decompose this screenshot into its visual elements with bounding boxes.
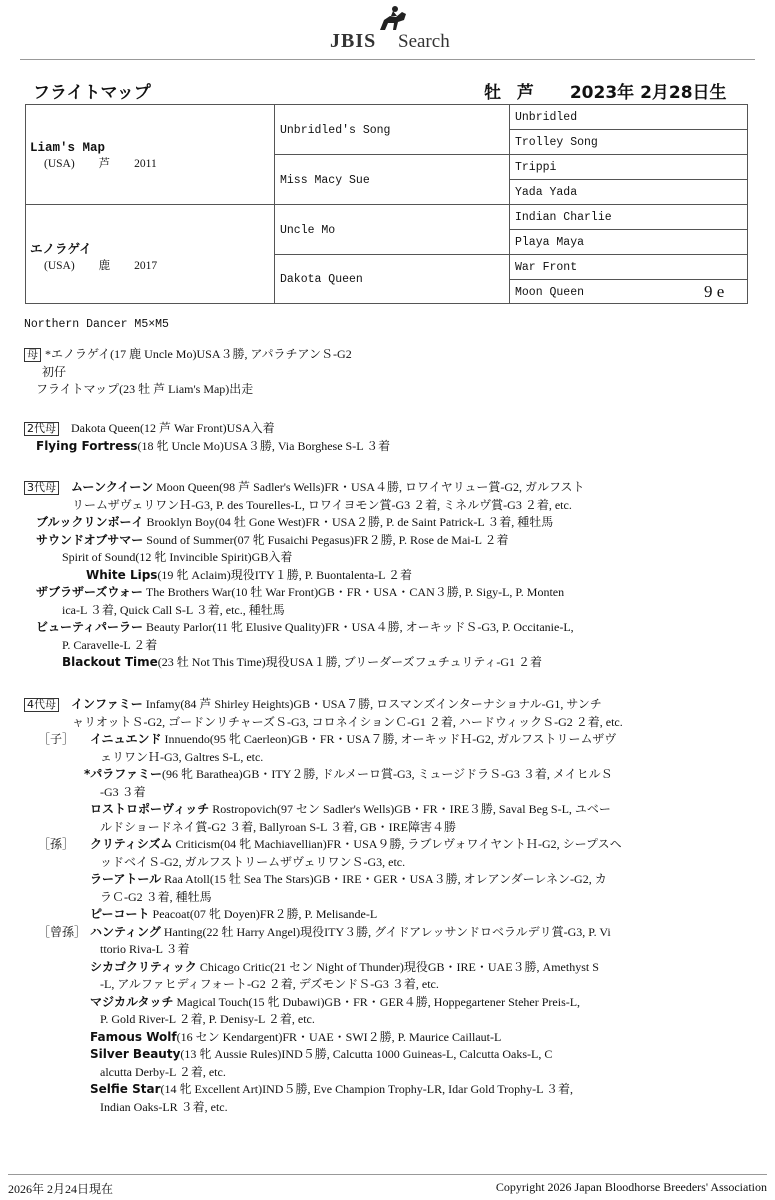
offspring-parafamy[interactable]: *パラファミー xyxy=(84,767,163,781)
dam4-name[interactable]: インファミー xyxy=(71,697,143,711)
dam3-tag: 3代母 xyxy=(24,481,59,495)
header-divider xyxy=(20,59,755,60)
pedigree-gen3-4[interactable]: Yada Yada xyxy=(509,179,748,205)
horse-sex: 牡 xyxy=(484,83,501,103)
horse-profile-summary xyxy=(484,78,737,103)
pedigree-gen3-2[interactable]: Trolley Song xyxy=(509,129,748,155)
pedigree-dam-dam[interactable]: Dakota Queen xyxy=(274,254,510,304)
horse-rider-icon xyxy=(376,4,410,32)
label-children: ［子］ xyxy=(38,732,75,746)
label-great-grandchildren: ［曾孫］ xyxy=(38,924,87,939)
offspring-the-brothers-war[interactable]: ザブラザーズウォー xyxy=(36,585,143,599)
copyright: Copyright 2026 Japan Bloodhorse Breeders' Association xyxy=(495,1180,767,1194)
dam3-section: 3代母 ムーンクイーン Moon Queen(98 芦 Sadler's Wells)FR・USA４勝, ロワイヤリュー賞-G2, ガルフスト リームザヴェリワンＨ-G3, P. des Tourelles-L, ロワイヨモン賞-G3 ２着, ミネルヴ賞-G3 ２着, etc. ブルックリンボーイ Brooklyn Boy(04 牡 Gone West)FR・USA２勝, P. de Saint Patrick-L ３着, 種牡馬 サウンドオブサマー Sound of Summer(07 牝 Fusaichi Pegasus)FR２勝, P. Rose de Mai-L ２着 Spirit of Sound(12 牝 Invincible Spirit)GB入着 White Lips(19 牝 Aclaim)現役ITY１勝, P. Buontalenta-L ２着 ザブラザーズウォー The Brothers War(10 牡 War Front)GB・FR・USA・CAN３勝, P. Sigy-L, P. Monten ica-L ３着, Quick Call S-L ３着, etc., 種牡馬 ビューティパーラー Beauty Parlor(11 牝 Elusive Quality)FR・USA４勝, オーキッドＳ-G3, P. Occitanie-L, P. Caravelle-L ２着 Blackout Time(23 牡 Not This Time)現役USA１勝, ブリーダーズフュチュリティ-G1 ２着 xyxy=(24,479,724,672)
pedigree-gen3-6[interactable]: Playa Maya xyxy=(509,229,748,255)
dam2-offspring-record: (18 牝 Uncle Mo)USA３勝, Via Borghese S-L ３着 xyxy=(137,438,391,453)
offspring-hanting[interactable]: ハンティング xyxy=(90,924,161,939)
horse-name-title: フライトマップ xyxy=(33,83,151,103)
dam1-note: 初仔 xyxy=(42,364,67,379)
pedigree-gen3-5[interactable]: Indian Charlie xyxy=(509,204,748,230)
logo-text-jbis: JBIS xyxy=(330,30,377,52)
sire-name: Liam's Map xyxy=(30,141,106,155)
offspring-silver-beauty[interactable]: Silver Beauty xyxy=(90,1047,181,1061)
family-number: 9 e xyxy=(704,282,725,301)
dam1-section xyxy=(24,346,724,399)
dam3-name[interactable]: ムーンクイーン xyxy=(71,480,154,494)
offspring-chicago-critic[interactable]: シカゴクリティック xyxy=(90,959,197,974)
dam-name: エノラゲイ xyxy=(30,241,92,256)
offspring-spirit-of-sound[interactable]: Spirit of Sound(12 牝 Invincible Spirit)GB入着 xyxy=(62,550,293,564)
dam2-offspring-name[interactable]: Flying Fortress xyxy=(36,438,138,453)
label-grandchildren: ［孫］ xyxy=(38,837,75,851)
pedigree-gen3-8[interactable]: Moon Queen xyxy=(509,279,748,304)
offspring-brooklyn-boy[interactable]: ブルックリンボーイ xyxy=(36,515,144,529)
offspring-white-lips[interactable]: White Lips xyxy=(86,567,158,582)
offspring-famous-wolf[interactable]: Famous Wolf xyxy=(90,1029,177,1044)
pedigree-gen3-3[interactable]: Trippi xyxy=(509,154,748,180)
offspring-raa-atoll[interactable]: ラーアトール xyxy=(90,872,162,886)
as-of-date: 2026年 2月24日現在 xyxy=(8,1182,114,1196)
horse-birthdate: 2023年 2月28日生 xyxy=(569,83,727,103)
offspring-rostropovich[interactable]: ロストロポーヴィッチ xyxy=(90,802,210,816)
dam4-section: 4代母 インファミー Infamy(84 芦 Shirley Heights)GB・USA７勝, ロスマンズインターナショナル-G1, サンチ ャリオットＳ-G2, ゴードンリチャーズＳ-G3, コロネイションＣ-G1 ２着, ハードウィックＳ-G2 ２着, etc. ［子］ イニュエンド Innuendo(95 牝 Caerleon)GB・FR・USA７勝, オーキッドＨ-G2, ガルフストリームザヴ ェリワンＨ-G3, Galtres S-L, etc. *パラファミー(96 牝 Barathea)GB・ITY２勝, ドルメーロ賞-G3, ミュージドラＳ-G3 ３着, メイヒルＳ -G3 ３着 ロストロポーヴィッチ Rostropovich(97 セン Sadler's Wells)GB・FR・IRE３勝, Saval Beg S-L, ユベー ルドショードネイ賞-G2 ３着, Ballyroan S-L ３着, GB・IRE障害４勝 ［孫］ クリティシズム Criticism(04 牝 Machiavellian)FR・USA９勝, ラブレヴォワイヤントＨ-G2, シープスヘ ッドベイＳ-G2, ガルフストリームザヴェリワンＳ-G3, etc. ラーアトール Raa Atoll(15 牡 Sea The Stars)GB・IRE・GER・USA３勝, オレアンダーレネン-G2, カ ラＣ-G2 ３着, 種牡馬 ピーコート Peacoat(07 牝 Doyen)FR２勝, P. Melisande-L ［曾孫］ ハンティング Hanting(22 牡 Harry Angel)現役ITY３勝, グイドアレッサンドロベラルデリ賞-G3, P. Vi ttorio Riva-L ３着 シカゴクリティック Chicago Critic(21 セン Night of Thunder)現役GB・IRE・UAE３勝, Amethyst S -L, アルファヒディフォート-G2 ２着, デズモンドＳ-G3 ３着, etc. マジカルタッチ Magical Touch(15 牝 Dubawi)GB・FR・GER４勝, Hoppegartener Steher Preis-L, P. Gold River-L ２着, P. Denisy-L ２着, etc. Famous Wolf(16 セン Kendargent)FR・UAE・SWI２勝, P. Maurice Caillaut-L Silver Beauty(13 牝 Aussie Rules)IND５勝, Calcutta 1000 Guineas-L, Calcutta Oaks-L, C alcutta Derby-L ２着, etc. Selfie Star(14 牝 Excellent Art)IND５勝, Eve Champion Trophy-LR, Idar Gold Trophy-L ３着, Indian Oaks-LR ３着, etc. xyxy=(24,696,724,1116)
pedigree-table xyxy=(25,104,748,304)
sire-cell[interactable] xyxy=(25,104,275,205)
dam-cell[interactable] xyxy=(25,204,275,304)
offspring-sound-of-summer[interactable]: サウンドオブサマー xyxy=(36,532,144,547)
offspring-magical-touch[interactable]: マジカルタッチ xyxy=(90,994,174,1009)
dam4-tag: 4代母 xyxy=(24,698,59,712)
offspring-selfie-star[interactable]: Selfie Star xyxy=(90,1082,161,1096)
sire-details: (USA) 芦 2011 xyxy=(44,158,157,170)
dam2-tag: 2代母 xyxy=(24,422,59,436)
dam2-line[interactable]: Dakota Queen(12 芦 War Front)USA入着 xyxy=(71,421,275,435)
logo-text-search: Search xyxy=(398,31,450,52)
inbreeding-info: Northern Dancer M5×M5 xyxy=(24,318,169,331)
pedigree-dam-sire[interactable]: Uncle Mo xyxy=(274,204,510,255)
footer-divider xyxy=(8,1174,767,1175)
pedigree-gen3-7[interactable]: War Front xyxy=(509,254,748,280)
dam2-section xyxy=(24,420,724,455)
dam1-line[interactable]: *エノラゲイ(17 鹿 Uncle Mo)USA３勝, アパラチアンＳ-G2 xyxy=(45,347,352,361)
dam1-offspring[interactable]: フライトマップ(23 牡 芦 Liam's Map)出走 xyxy=(36,382,254,396)
pedigree-sire-sire[interactable]: Unbridled's Song xyxy=(274,104,510,155)
offspring-beauty-parlor[interactable]: ビューティパーラー xyxy=(36,620,144,634)
dam-details: (USA) 鹿 2017 xyxy=(44,260,158,272)
dam1-tag: 母 xyxy=(24,348,41,362)
offspring-criticism[interactable]: クリティシズム xyxy=(90,837,173,851)
offspring-peacoat[interactable]: ピーコート xyxy=(90,907,150,921)
pedigree-sire-dam[interactable]: Miss Macy Sue xyxy=(274,154,510,205)
jbis-search-logo[interactable] xyxy=(330,4,460,54)
offspring-blackout-time[interactable]: Blackout Time xyxy=(62,655,158,669)
horse-color: 芦 xyxy=(516,83,534,103)
pedigree-gen3-1[interactable]: Unbridled xyxy=(509,104,748,130)
offspring-innuendo[interactable]: イニュエンド xyxy=(90,732,162,746)
